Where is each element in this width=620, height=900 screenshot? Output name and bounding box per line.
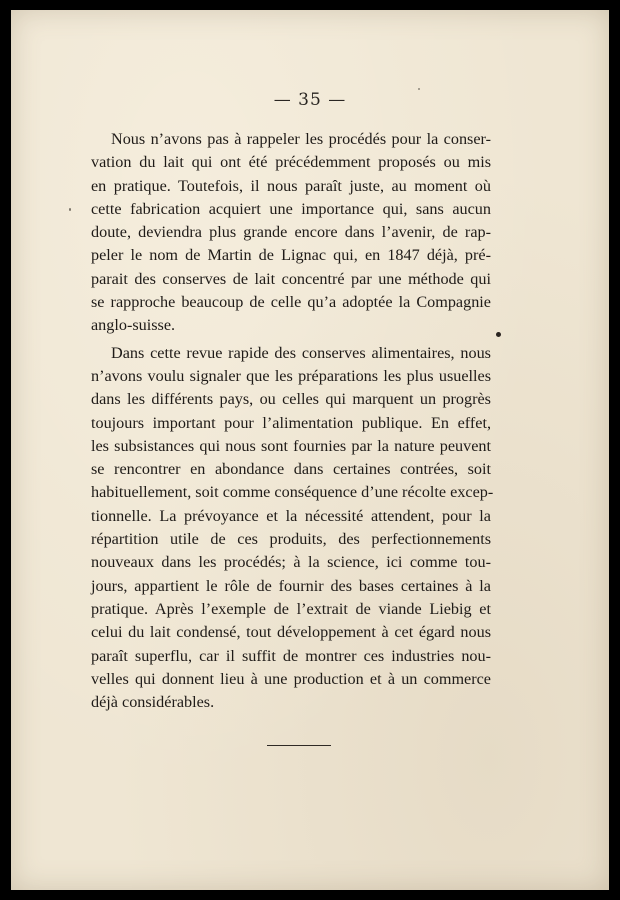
ink-speck (69, 208, 71, 211)
paragraph-1 (91, 128, 491, 338)
text-line: parait des conserves de lait concentré par une méthode qui (91, 269, 491, 288)
text-line: jours, appartient le rôle de fournir des bases certaines à la (91, 576, 491, 595)
text-line: vation du lait qui ont été précédemment proposés ou mis (91, 153, 491, 172)
text-line: cette fabrication acquiert une importance qui, sans aucun (91, 199, 491, 218)
text-line: se rapproche beaucoup de celle qu’a adoptée la Compagnie (91, 293, 491, 312)
body-text (91, 128, 494, 718)
book-page (11, 10, 609, 890)
text-line: Nous n’avons pas à rappeler les procédés pour la conser- (111, 130, 491, 148)
page-number: — 35 — (273, 90, 347, 110)
closing-rule (267, 745, 331, 746)
text-line: toujours important pour l’alimentation publique. En effet, (91, 413, 491, 432)
text-line: anglo-suisse. (91, 316, 176, 335)
text-line: doute, deviendra plus grande encore dans l’avenir, de rap- (91, 223, 491, 242)
text-line: pratique. Après l’exemple de l’extrait de viande Liebig et (91, 599, 491, 618)
text-line: velles qui donnent lieu à une production et à un commerce (91, 669, 491, 688)
text-line: nouveaux dans les procédés; à la science, ici comme tou- (91, 553, 491, 572)
text-line: dans les différents pays, ou celles qui marquent un progrès (91, 390, 491, 409)
text-line: n’avons voulu signaler que les préparations les plus usuelles (91, 366, 491, 385)
text-line: les subsistances qui nous sont fournies par la nature peuvent (91, 436, 491, 455)
text-line: en pratique. Toutefois, il nous paraît juste, au moment où (91, 176, 491, 195)
text-line: celui du lait condensé, tout développement à cet égard nous (91, 623, 491, 642)
text-line: répartition utile de ces produits, des perfectionnements (91, 530, 491, 549)
text-line: Dans cette revue rapide des conserves alimentaires, nous (111, 343, 491, 362)
text-line: se rencontrer en abondance dans certaines contrées, soit (91, 460, 491, 479)
text-line: déjà considérables. (91, 693, 215, 712)
paragraph-2 (91, 342, 494, 715)
ink-speck (418, 88, 420, 90)
text-line: habituellement, soit comme conséquence d’une récolte excep- (91, 483, 494, 502)
ink-speck (496, 332, 501, 337)
text-line: peler le nom de Martin de Lignac qui, en 1847 déjà, pré- (91, 246, 491, 265)
text-line: tionnelle. La prévoyance et la nécessité attendent, pour la (91, 506, 491, 525)
text-line: paraît superflu, car il suffit de montrer ces industries nou- (91, 646, 491, 665)
